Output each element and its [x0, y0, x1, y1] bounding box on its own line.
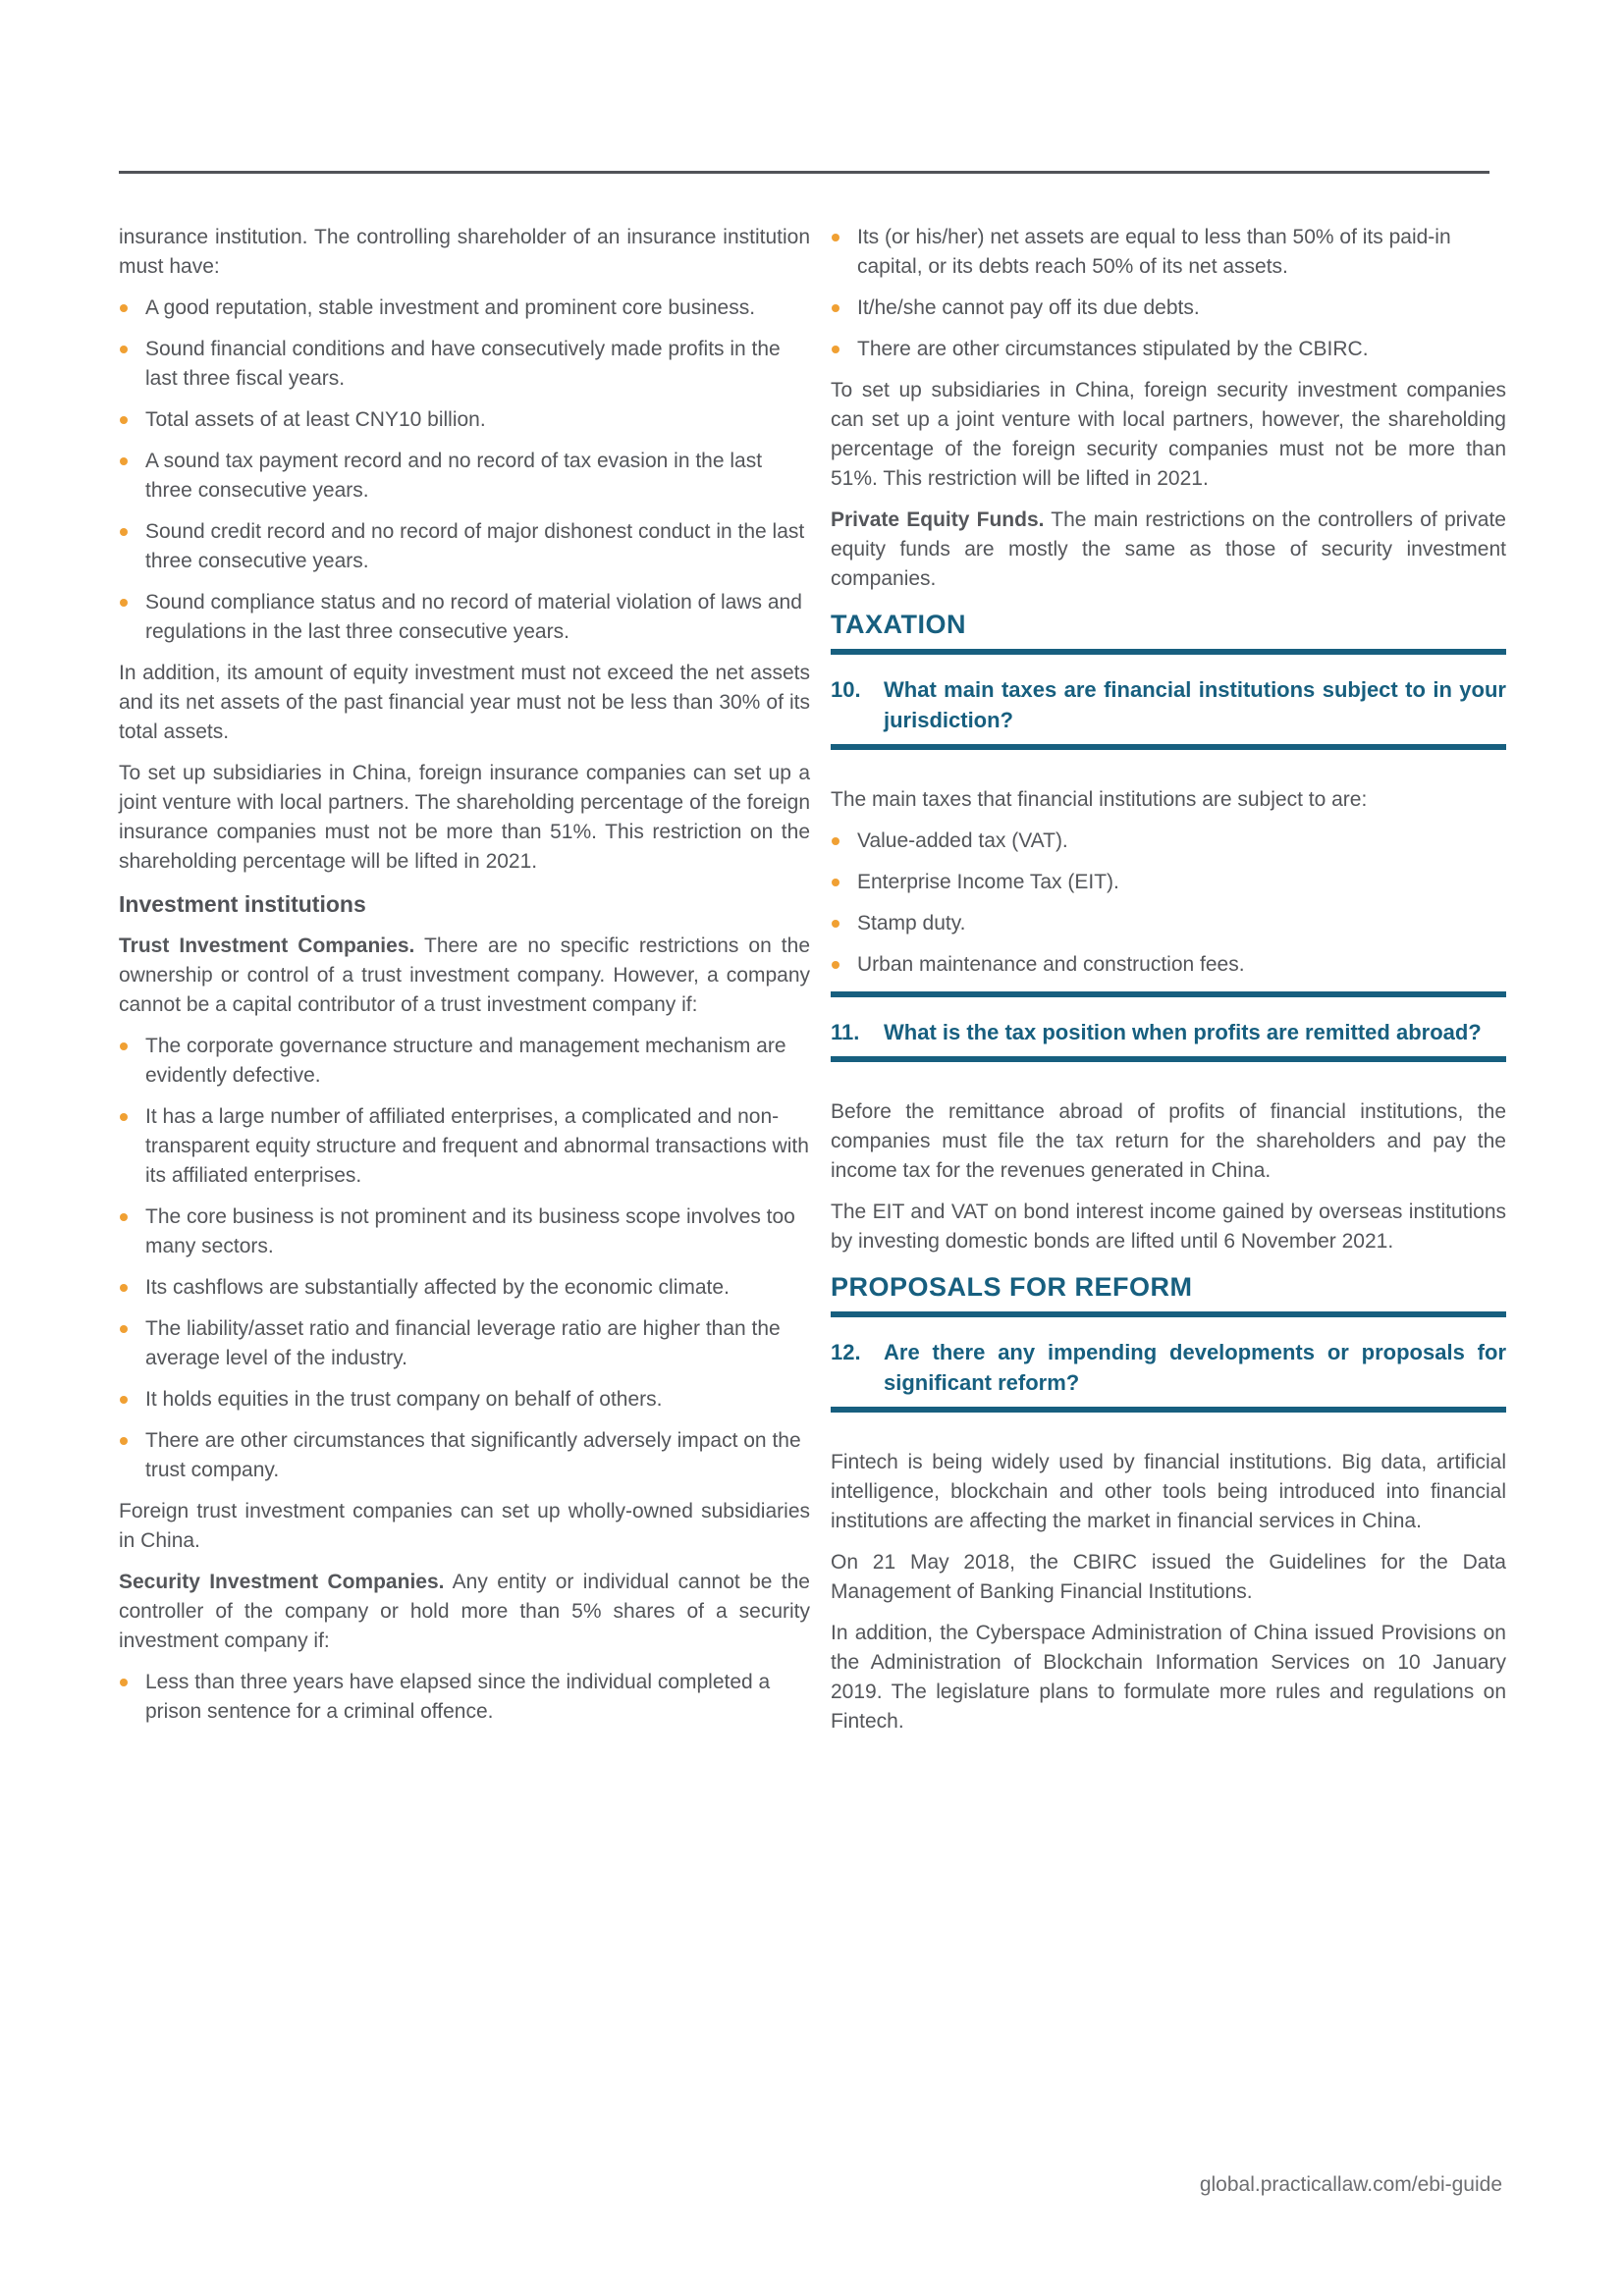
trust-companies-lead: Trust Investment Companies.	[119, 934, 415, 957]
list-item	[119, 517, 810, 576]
private-equity-text: The main restrictions on the controllers of private equity funds are mostly the same as those of security investment companies.	[831, 508, 1506, 590]
list-item	[119, 294, 810, 323]
question-10-text: What main taxes are financial institutions subject to in your jurisdiction?	[884, 677, 1506, 732]
bullet-text: A good reputation, stable investment and prominent core business.	[145, 296, 756, 319]
bullet-icon	[832, 304, 839, 312]
q11-answer-paragraph-2: The EIT and VAT on bond interest income gained by overseas institutions by investing domestic bonds are lifted until 6 November 2021.	[831, 1201, 1506, 1253]
question-10-number: 10.	[831, 677, 861, 702]
bullet-icon	[120, 1213, 128, 1221]
list-item	[119, 1426, 810, 1485]
list-item	[831, 335, 1506, 364]
page-top-rule	[119, 171, 1489, 174]
bullet-icon	[120, 1325, 128, 1333]
question-11-text: What is the tax position when profits are remitted abroad?	[884, 1020, 1482, 1044]
question-12	[831, 1337, 1506, 1398]
list-item	[119, 405, 810, 435]
security-companies-lead: Security Investment Companies.	[119, 1571, 445, 1593]
private-equity-paragraph	[831, 506, 1506, 594]
security-subsidiaries-paragraph: To set up subsidiaries in China, foreign security investment companies can set up a joint venture with local partners, however, the shareholding percentage of the foreign security companies must not be more than 51%. This restriction will be lifted in 2021.	[831, 379, 1506, 490]
bullet-text: It/he/she cannot pay off its due debts.	[857, 296, 1200, 319]
q12-answer-paragraph-3: In addition, the Cyberspace Administration of China issued Provisions on the Administration of Blockchain Information Services on 10 January 2019. The legislature plans to formulate more rules and regulations on Fintech.	[831, 1622, 1506, 1733]
bullet-icon	[120, 346, 128, 353]
bullet-icon	[120, 304, 128, 312]
bullet-text: There are other circumstances stipulated by the CBIRC.	[857, 338, 1369, 360]
bullet-text: It has a large number of affiliated enterprises, a complicated and non-transparent equity structure and frequent and abnormal transactions with its affiliated enterprises.	[145, 1105, 809, 1187]
investment-institutions-heading: Investment institutions	[119, 891, 366, 917]
footer-url: global.practicallaw.com/ebi-guide	[1199, 2173, 1502, 2196]
question-12-box	[831, 1311, 1506, 1413]
security-companies-text: Any entity or individual cannot be the controller of the company or hold more than 5% shares of a security investment company if:	[119, 1571, 810, 1652]
bullet-icon	[120, 416, 128, 424]
intro-paragraph: insurance institution. The controlling shareholder of an insurance institution must have:	[119, 226, 810, 278]
list-item	[119, 588, 810, 647]
bullet-icon	[120, 1284, 128, 1292]
q11-answer-paragraph-1: Before the remittance abroad of profits of financial institutions, the companies must file the tax return for the shareholders and pay the income tax for the revenues generated in China.	[831, 1100, 1506, 1182]
bullet-icon	[832, 234, 839, 241]
bullet-text: Sound financial conditions and have consecutively made profits in the last three fiscal years.	[145, 338, 781, 390]
q10-answer-intro: The main taxes that financial institutions are subject to are:	[831, 788, 1368, 811]
bullet-icon	[120, 528, 128, 536]
list-item	[831, 223, 1506, 282]
bullet-icon	[120, 1679, 128, 1686]
list-item	[119, 1385, 810, 1415]
bullet-text: Value-added tax (VAT).	[857, 829, 1068, 852]
q12-answer-paragraph-2: On 21 May 2018, the CBIRC issued the Guidelines for the Data Management of Banking Financial Institutions.	[831, 1551, 1506, 1603]
trust-companies-paragraph	[119, 932, 810, 1020]
list-item	[831, 827, 1506, 856]
bullet-text: Sound compliance status and no record of material violation of laws and regulations in the last three consecutive years.	[145, 591, 802, 643]
bullet-text: Sound credit record and no record of major dishonest conduct in the last three consecutive years.	[145, 520, 805, 572]
list-item	[831, 868, 1506, 897]
list-item	[119, 1032, 810, 1091]
list-item	[119, 1668, 810, 1727]
shareholder-requirements-list	[119, 294, 810, 647]
bullet-text: A sound tax payment record and no record of tax evasion in the last three consecutive years.	[145, 450, 763, 502]
bullet-text: The core business is not prominent and its business scope involves too many sectors.	[145, 1205, 795, 1257]
question-11-number: 11.	[831, 1020, 860, 1044]
bullet-text: Less than three years have elapsed since the individual completed a prison sentence for a criminal offence.	[145, 1671, 771, 1723]
trust-companies-text: There are no specific restrictions on the ownership or control of a trust investment company. However, a company cannot be a capital contributor of a trust investment company if:	[119, 934, 810, 1016]
question-10-box	[831, 649, 1506, 750]
bullet-text: The corporate governance structure and management mechanism are evidently defective.	[145, 1035, 786, 1087]
bullet-text: Stamp duty.	[857, 912, 966, 934]
bullet-icon	[832, 837, 839, 845]
bullet-text: Urban maintenance and construction fees.	[857, 953, 1245, 976]
list-item	[119, 1102, 810, 1191]
bullet-text: Enterprise Income Tax (EIT).	[857, 871, 1119, 893]
right-column	[831, 223, 1506, 1748]
left-column	[119, 223, 810, 1738]
foreign-trust-paragraph: Foreign trust investment companies can set up wholly-owned subsidiaries in China.	[119, 1500, 810, 1552]
taxation-heading: TAXATION	[831, 610, 966, 639]
bullet-icon	[832, 346, 839, 353]
list-item	[831, 294, 1506, 323]
equity-investment-paragraph: In addition, its amount of equity investment must not exceed the net assets and its net assets of the past financial year must not be less than 30% of its total assets.	[119, 662, 810, 743]
private-equity-lead: Private Equity Funds.	[831, 508, 1045, 531]
question-12-text: Are there any impending developments or proposals for significant reform?	[884, 1340, 1506, 1395]
bullet-icon	[120, 1042, 128, 1050]
list-item	[119, 335, 810, 394]
bullet-icon	[120, 1113, 128, 1121]
question-10	[831, 674, 1506, 735]
bullet-text: Its (or his/her) net assets are equal to less than 50% of its paid-in capital, or its debts reach 50% of its net assets.	[857, 226, 1451, 278]
bullet-text: The liability/asset ratio and financial leverage ratio are higher than the average level of the industry.	[145, 1317, 781, 1369]
list-item	[831, 950, 1506, 980]
controller-conditions-list	[831, 223, 1506, 364]
list-item	[119, 1273, 810, 1303]
question-11-box	[831, 991, 1506, 1062]
trust-company-conditions-list	[119, 1032, 810, 1485]
bullet-icon	[120, 1437, 128, 1445]
bullet-icon	[120, 457, 128, 465]
bullet-text: It holds equities in the trust company on behalf of others.	[145, 1388, 663, 1411]
bullet-text: Total assets of at least CNY10 billion.	[145, 408, 486, 431]
question-12-number: 12.	[831, 1340, 861, 1364]
security-company-conditions-list	[119, 1668, 810, 1727]
bullet-icon	[832, 879, 839, 886]
bullet-text: Its cashflows are substantially affected by the economic climate.	[145, 1276, 730, 1299]
bullet-icon	[120, 599, 128, 607]
list-item	[831, 909, 1506, 938]
proposals-for-reform-heading: PROPOSALS FOR REFORM	[831, 1272, 1193, 1302]
insurance-subsidiaries-paragraph: To set up subsidiaries in China, foreign insurance companies can set up a joint venture with local partners. The shareholding percentage of the foreign insurance companies must not be more than 51%. This restriction on the shareholding percentage will be lifted in 2021.	[119, 762, 810, 873]
bullet-icon	[120, 1396, 128, 1404]
list-item	[119, 1202, 810, 1261]
bullet-icon	[832, 920, 839, 928]
q12-answer-paragraph-1: Fintech is being widely used by financial institutions. Big data, artificial intelligence, blockchain and other tools being introduced into financial institutions are affecting the market in financial services in China.	[831, 1451, 1506, 1532]
main-taxes-list	[831, 827, 1506, 980]
bullet-icon	[832, 961, 839, 969]
bullet-text: There are other circumstances that significantly adversely impact on the trust company.	[145, 1429, 801, 1481]
security-companies-paragraph	[119, 1568, 810, 1656]
question-11	[831, 1017, 1506, 1047]
list-item	[119, 447, 810, 506]
list-item	[119, 1314, 810, 1373]
